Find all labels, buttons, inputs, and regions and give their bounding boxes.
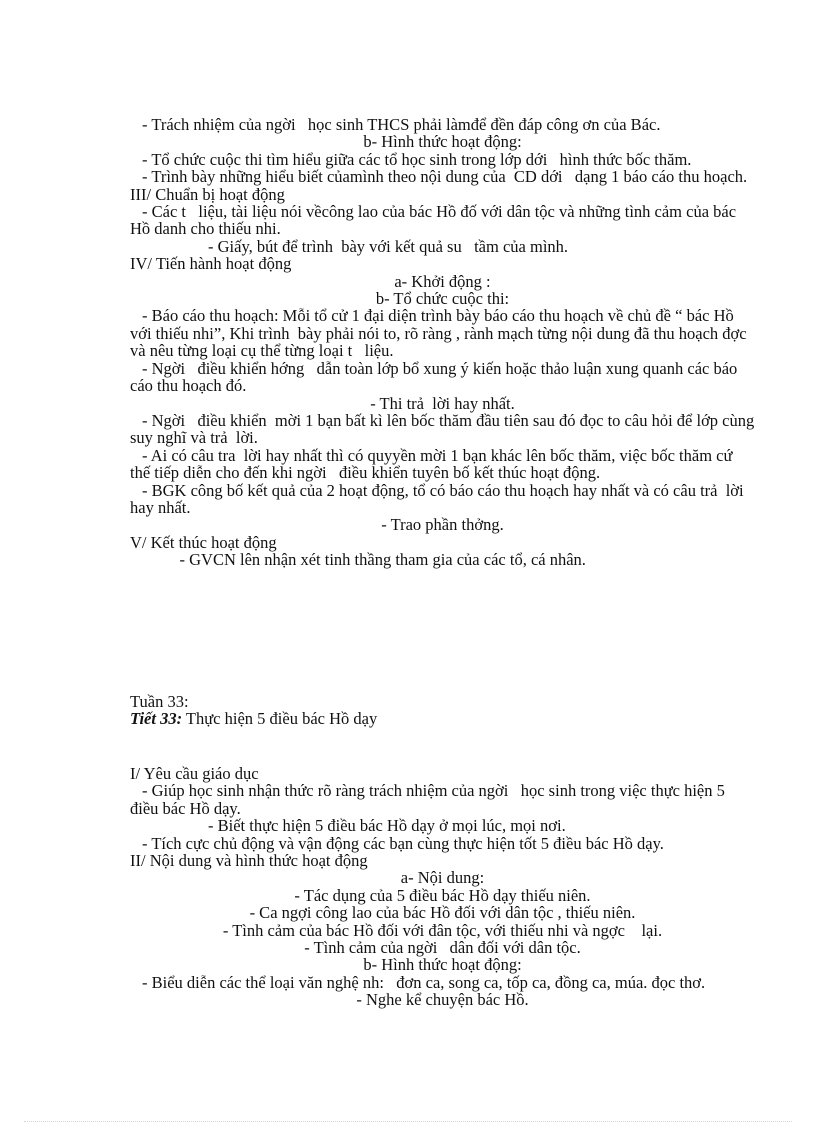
paragraph: - Ca ngợi công lao của bác Hồ đối với dân tộc , thiếu niên.: [249, 903, 636, 923]
paragraph: IV/ Tiến hành hoạt động: [130, 254, 292, 274]
paragraph: - Biết thực hiện 5 điều bác Hồ dạy ở mọi lúc, mọi nơi.: [208, 816, 566, 836]
section-five-teachings: [130, 765, 755, 1009]
paragraph: - Tác dụng của 5 điều bác Hồ dạy thiếu niên.: [294, 885, 591, 905]
paragraph: - BGK công bố kết quả của 2 hoạt động, tổ có báo cáo thu hoạch hay nhất và có câu trả lời hay nhất.: [130, 480, 748, 517]
lesson-heading: [130, 693, 755, 728]
paragraph: - Báo cáo thu hoạch: Mỗi tổ cử 1 đại diện trình bày báo cáo thu hoạch về chủ đề “ bác Hồ với thiếu nhi”, Khi trình bày phải nói to, rõ ràng , rành mạch từng nội dung đã thu hoạch đợc và nêu từng loại cụ thể từng loại t liệu.: [130, 306, 764, 361]
paragraph: a- Nội dung:: [400, 868, 485, 888]
paragraph: - Tổ chức cuộc thi tìm hiểu giữa các tổ học sinh trong lớp dới hình thức bốc thăm.: [142, 149, 692, 169]
lesson-title: [130, 710, 755, 727]
page-bottom-border: [24, 1121, 792, 1122]
paragraph: - Giấy, bút để trình bày với kết quả su tầm của mình.: [208, 236, 569, 256]
paragraph: - Ngời điều khiển hớng dẫn toàn lớp bổ xung ý kiến hoặc thảo luận xung quanh các báo cáo thu hoạch đó.: [130, 358, 742, 396]
paragraph: - Biểu diễn các thể loại văn nghệ nh: đơn ca, song ca, tốp ca, đồng ca, múa. đọc thơ.: [142, 972, 706, 992]
paragraph: - Ai có câu tra lời hay nhất thì có quyyền mời 1 bạn khác lên bốc thăm, việc bốc thăm cứ thế tiếp diễn cho đến khi ngời điều khiển tuyên bố kết thúc hoạt động.: [130, 445, 737, 483]
paragraph: - Nghe kể chuyện bác Hồ.: [356, 990, 529, 1010]
paragraph: - Tình cảm của ngời dân đối với dân tộc.: [304, 938, 581, 958]
paragraph: - Tình cảm của bác Hồ đối với đân tộc, với thiếu nhi và ngợc lại.: [222, 920, 663, 940]
week-label: Tuần 33:: [130, 692, 189, 711]
paragraph: - Các t liệu, tài liệu nói vềcông lao của bác Hồ đố với dân tộc và những tình cảm của bác Hồ danh cho thiếu nhi.: [130, 202, 741, 239]
paragraph: b- Tổ chức cuộc thi:: [375, 289, 510, 309]
paragraph: - Giúp học sinh nhận thức rõ ràng trách nhiệm của ngời học sinh trong việc thực hiện 5 điều bác Hồ dạy.: [130, 781, 730, 818]
paragraph: III/ Chuẩn bị hoạt động: [130, 184, 285, 204]
paragraph: - Trao phần thởng.: [381, 515, 504, 535]
paragraph: b- Hình thức hoạt động:: [363, 955, 522, 975]
paragraph: - Trách nhiệm của ngời học sinh THCS phải làmđể đền đáp công ơn của Bác.: [142, 115, 661, 134]
paragraph: I/ Yêu cầu giáo dục: [130, 764, 259, 783]
paragraph: II/ Nội dung và hình thức hoạt động: [130, 851, 368, 871]
paragraph: V/ Kết thúc hoạt động: [130, 532, 277, 552]
section-activity-contest: [130, 115, 764, 570]
period-label: Tiết 33:: [130, 709, 183, 729]
paragraph: - Trình bày những hiểu biết củamình theo nội dung của CD dới dạng 1 báo cáo thu hoạch.: [142, 167, 748, 187]
paragraph: - GVCN lên nhận xét tinh thầng tham gia của các tổ, cá nhân.: [130, 550, 586, 570]
paragraph: - Ngời điều khiển mời 1 bạn bất kì lên bốc thăm đầu tiên sau đó đọc to câu hỏi để lớp cùng suy nghĩ và trả lời.: [130, 410, 759, 448]
paragraph: a- Khởi động :: [394, 271, 491, 291]
paragraph: - Tích cực chủ động và vận động các bạn cùng thực hiện tốt 5 điều bác Hồ dạy.: [142, 833, 664, 853]
paragraph: - Thi trả lời hay nhất.: [370, 393, 515, 413]
paragraph: b- Hình thức hoạt động:: [363, 132, 522, 152]
period-title: Thực hiện 5 điều bác Hồ dạy: [182, 709, 378, 729]
